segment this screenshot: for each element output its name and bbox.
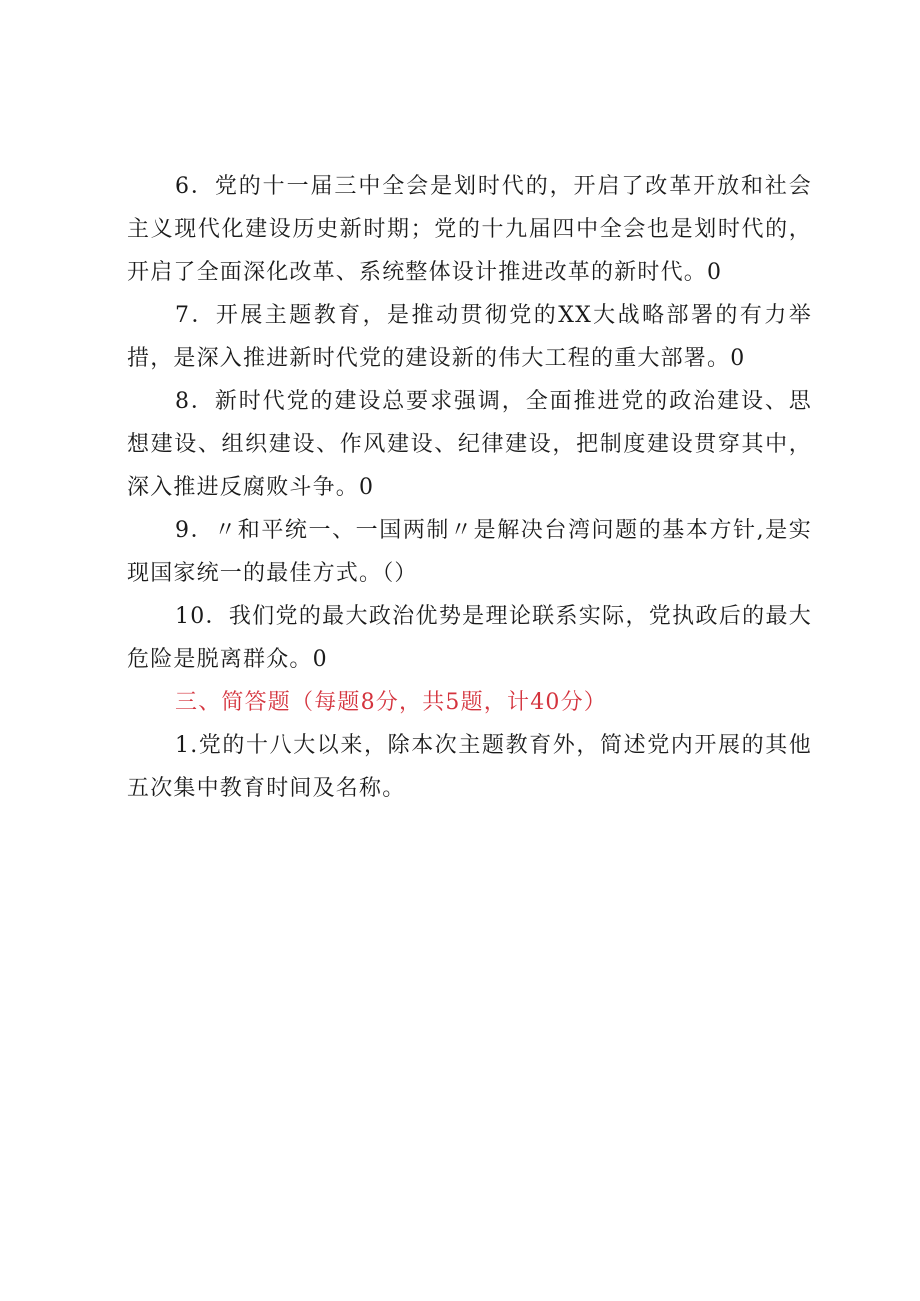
short-answer-question-1: 1.党的十八大以来，除本次主题教育外，简述党内开展的其他五次集中教育时间及名称。 [127, 733, 812, 801]
true-false-question-9: 9．〃和平统一、一国两制〃是解决台湾问题的基本方针,是实现国家统一的最佳方式。（） [127, 518, 812, 586]
true-false-question-7: 7．开展主题教育，是推动贯彻党的XX大战略部署的有力举措，是深入推进新时代党的建设新的伟大工程的重大部署。0 [127, 303, 812, 371]
true-false-question-6: 6．党的十一届三中全会是划时代的，开启了改革开放和社会主义现代化建设历史新时期；党的十九届四中全会也是划时代的，开启了全面深化改革、系统整体设计推进改革的新时代。0 [127, 174, 812, 285]
document-body [127, 165, 812, 810]
true-false-question-8: 8．新时代党的建设总要求强调，全面推进党的政治建设、思想建设、组织建设、作风建设、纪律建设，把制度建设贯穿其中，深入推进反腐败斗争。0 [127, 389, 812, 500]
true-false-question-10: 10．我们党的最大政治优势是理论联系实际，党执政后的最大危险是脱离群众。0 [127, 604, 812, 672]
section-heading-short-answer: 三、简答题（每题8分，共5题，计40分） [175, 690, 607, 715]
